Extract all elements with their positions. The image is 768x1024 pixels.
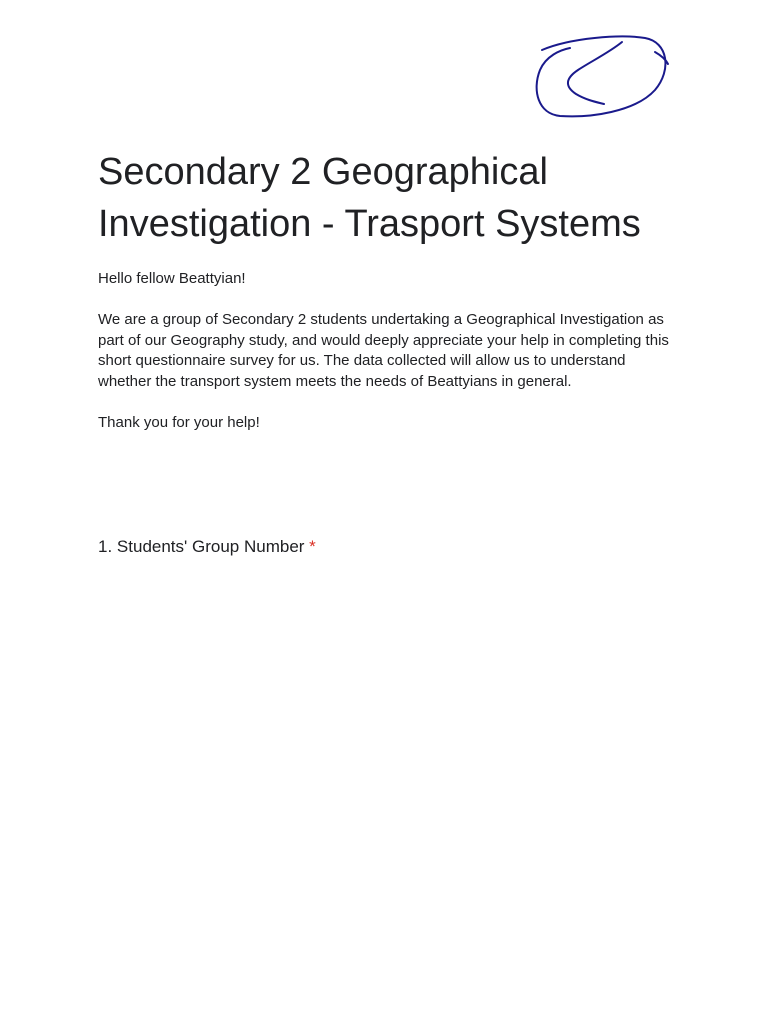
question-label: Students' Group Number: [116, 537, 305, 556]
handwritten-annotation: [530, 30, 675, 125]
intro-body-text: We are a group of Secondary 2 students undertaking a Geographical Investigation as part of our Geography study, and would deeply appreciate your help in completing this short questionnaire survey for us. The data collected will allow us to understand whether the transport system meets the needs of Beattyians in general.: [98, 311, 669, 390]
form-title: Secondary 2 Geographical Investigation - Trasport Systems: [98, 151, 641, 245]
required-asterisk: *: [309, 537, 316, 556]
thanks-text: Thank you for your help!: [98, 413, 260, 431]
greeting-text: Hello fellow Beattyian!: [98, 270, 246, 287]
form-description: [98, 269, 683, 454]
question-1: [98, 536, 316, 558]
question-number: 1.: [98, 537, 113, 556]
